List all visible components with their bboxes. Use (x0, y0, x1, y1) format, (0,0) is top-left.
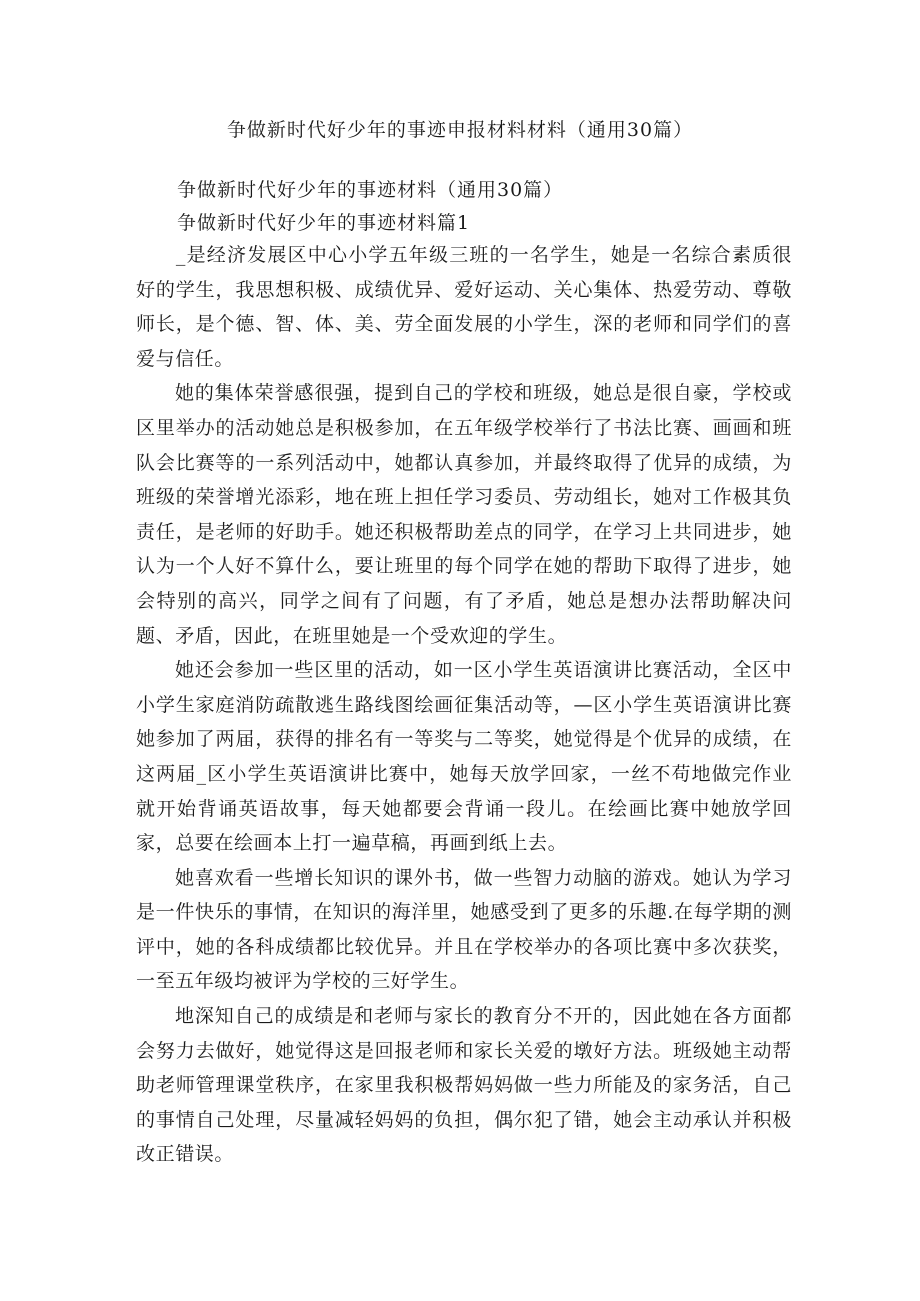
paragraph-1: _是经济发展区中心小学五年级三班的一名学生，她是一名综合素质很好的学生，我思想积极、成绩优异、爱好运动、关心集体、热爱劳动、尊敬师长，是个德、智、体、美、劳全面发展的小学生，深的老师和同学们的喜爱与信任。 (136, 244, 792, 370)
document-title: 争做新时代好少年的事迹申报材料材料（通用30篇） (226, 119, 694, 141)
document-subtitle: 争做新时代好少年的事迹材料（通用30篇） (177, 179, 564, 201)
section-heading: 争做新时代好少年的事迹材料篇1 (177, 212, 471, 234)
paragraph-3: 她还会参加一些区里的活动，如一区小学生英语演讲比赛活动，全区中小学生家庭消防疏散逃生路线图绘画征集活动等，—区小学生英语演讲比赛她参加了两届，获得的排名有一等奖与二等奖，她觉得是个优异的成绩，在这两届_区小学生英语演讲比赛中，她每天放学回家，一丝不苟地做完作业就开始背诵英语故事，每天她都要会背诵一段儿。在绘画比赛中她放学回家，总要在绘画本上打一遍草稿，再画到纸上去。 (136, 659, 792, 855)
paragraph-2: 她的集体荣誉感很强，提到自己的学校和班级，她总是很自豪，学校或区里举办的活动她总是积极参加，在五年级学校举行了书法比赛、画画和班队会比赛等的一系列活动中，她都认真参加，并最终取得了优异的成绩，为班级的荣誉增光添彩，地在班上担任学习委员、劳动组长，她对工作极其负责任，是老师的好助手。她还积极帮助差点的同学，在学习上共同进步，她认为一个人好不算什么，要让班里的每个同学在她的帮助下取得了进步，她会特别的高兴，同学之间有了问题，有了矛盾，她总是想办法帮助解决问题、矛盾，因此，在班里她是一个受欢迎的学生。 (136, 382, 792, 647)
paragraph-4: 她喜欢看一些增长知识的课外书，做一些智力动脑的游戏。她认为学习是一件快乐的事情，在知识的海洋里，她感受到了更多的乐趣.在每学期的测评中，她的各科成绩都比较优异。并且在学校举办的各项比赛中多次获奖，一至五年级均被评为学校的三好学生。 (136, 866, 792, 993)
document-body (136, 238, 792, 1172)
paragraph-5: 地深知自己的成绩是和老师与家长的教育分不开的，因此她在各方面都会努力去做好，她觉得这是回报老师和家长关爱的墩好方法。班级她主动帮助老师管理课堂秩序，在家里我积极帮妈妈做一些力所能及的家务活，自己的事情自己处理，尽量减轻妈妈的负担，偶尔犯了错，她会主动承认并积极改正错误。 (136, 1005, 792, 1166)
